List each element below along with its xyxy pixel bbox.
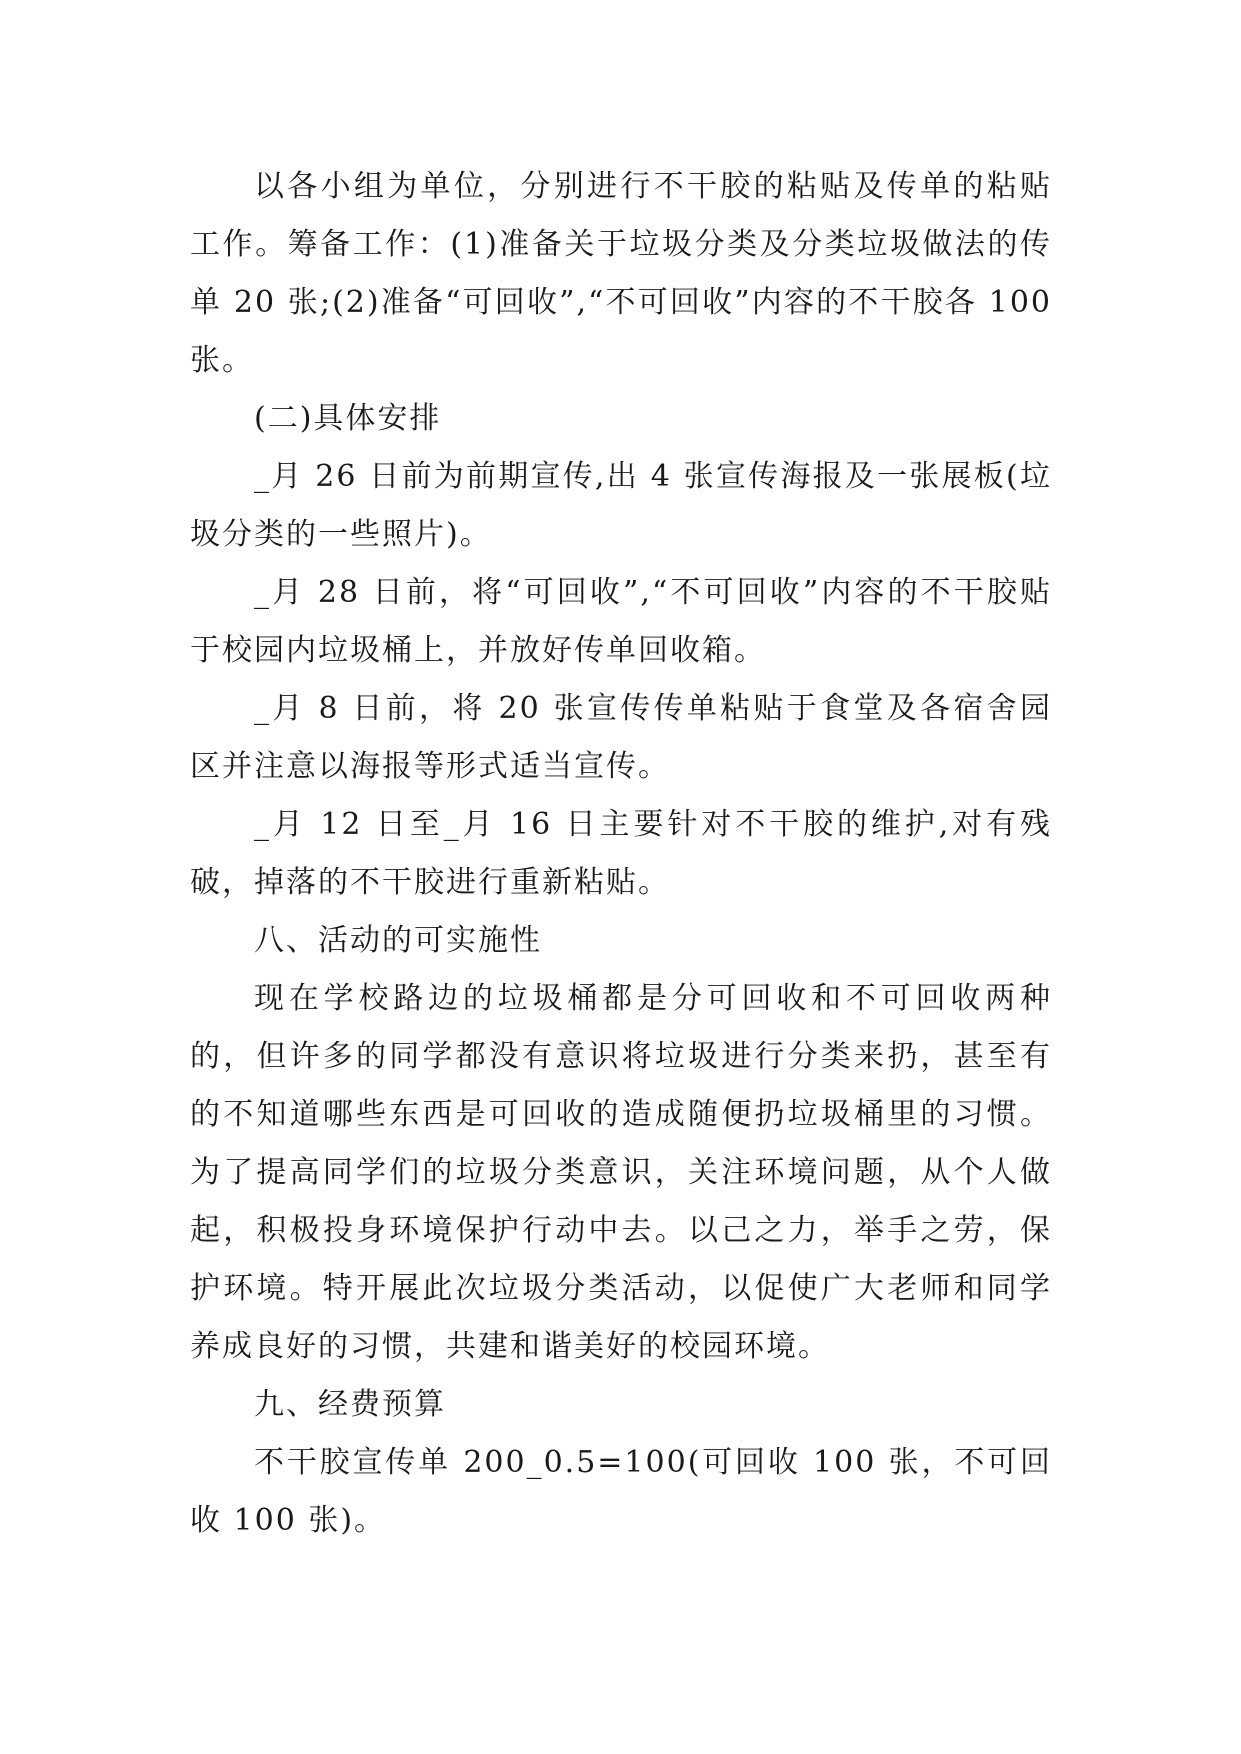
section-heading-feasibility: 八、活动的可实施性 xyxy=(254,923,542,958)
section-heading-budget: 九、经费预算 xyxy=(254,1387,446,1422)
paragraph-feasibility: 现在学校路边的垃圾桶都是分可回收和不可回收两种的，但许多的同学都没有意识将垃圾进行分类来扔，甚至有的不知道哪些东西是可回收的造成随便扔垃圾桶里的习惯。为了提高同学们的垃圾分类意识，关注环境问题，从个人做起，积极投身环境保护行动中去。以己之力，举手之劳，保护环境。特开展此次垃圾分类活动，以促使广大老师和同学养成良好的习惯，共建和谐美好的校园环境。 xyxy=(190,981,1052,1364)
paragraph-schedule-8: _月 8 日前，将 20 张宣传传单粘贴于食堂及各宿舍园区并注意以海报等形式适当宣传。 xyxy=(190,691,1052,784)
document-body xyxy=(190,158,1052,1550)
paragraph-schedule-28: _月 28 日前，将“可回收”,“不可回收”内容的不干胶贴于校园内垃圾桶上，并放好传单回收箱。 xyxy=(190,575,1052,668)
paragraph-schedule-26: _月 26 日前为前期宣传,出 4 张宣传海报及一张展板(垃圾分类的一些照片)。 xyxy=(190,459,1052,552)
section-heading-arrangement: (二)具体安排 xyxy=(254,401,442,436)
paragraph-preparation: 以各小组为单位，分别进行不干胶的粘贴及传单的粘贴工作。筹备工作：(1)准备关于垃圾分类及分类垃圾做法的传单 20 张;(2)准备“可回收”,“不可回收”内容的不干胶各 100 张。 xyxy=(190,169,1052,378)
paragraph-budget: 不干胶宣传单 200_0.5=100(可回收 100 张，不可回收 100 张)。 xyxy=(190,1445,1052,1538)
paragraph-schedule-12-16: _月 12 日至_月 16 日主要针对不干胶的维护,对有残破，掉落的不干胶进行重新粘贴。 xyxy=(190,807,1052,900)
